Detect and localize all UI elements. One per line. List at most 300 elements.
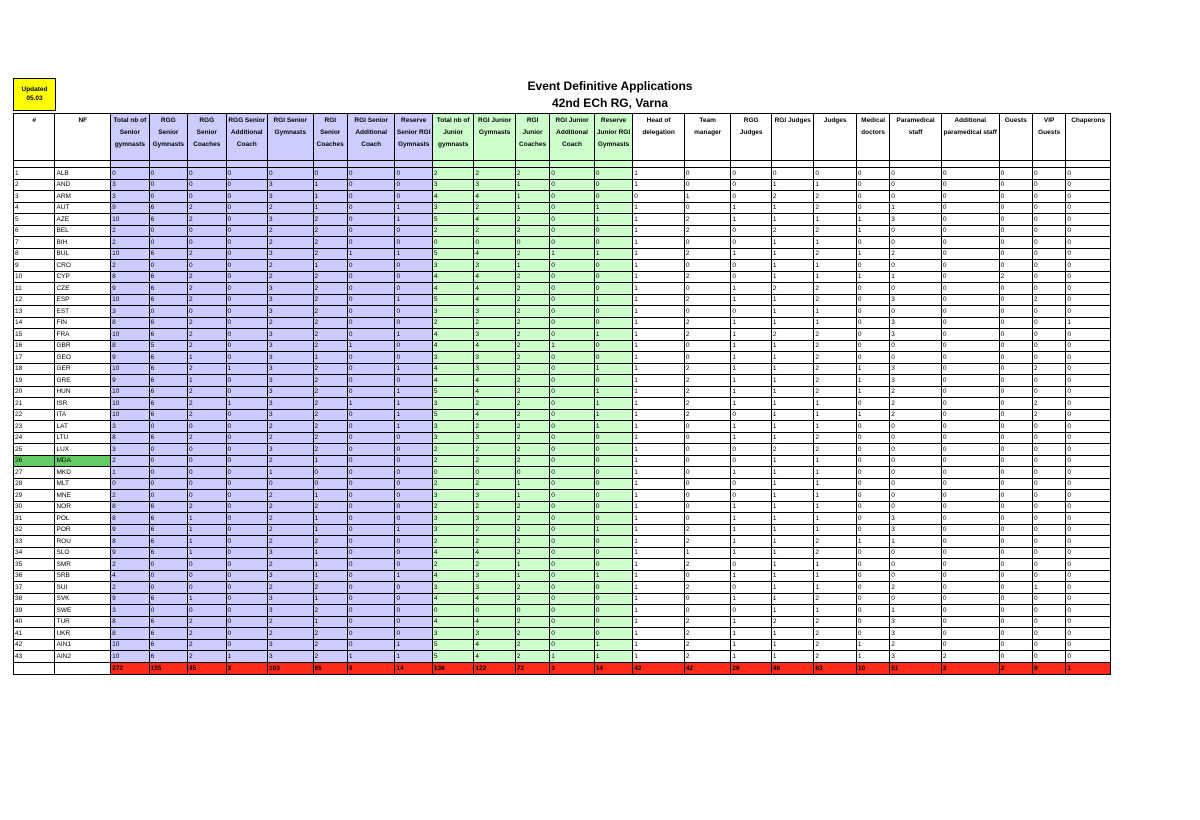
table-cell: 0 [474,237,515,249]
total-cell [14,662,55,674]
column-header: Medical doctors [856,114,889,161]
column-header: Paramedical staff [890,114,942,161]
table-cell: 17 [14,352,55,364]
table-cell: 1 [814,179,857,191]
table-cell: BEL [55,225,111,237]
table-row [14,283,1111,295]
table-cell: 0 [856,570,889,582]
table-cell: 2 [515,271,549,283]
table-cell: 0 [188,168,226,180]
table-cell: 2 [814,225,857,237]
table-cell: 0 [347,271,395,283]
table-cell: 0 [550,409,595,421]
total-cell: 72 [515,662,549,674]
table-cell: 10 [111,248,149,260]
table-cell: 1 [226,363,267,375]
table-cell: 1 [771,478,814,490]
table-cell: 0 [1066,375,1111,387]
table-cell: 0 [941,513,999,525]
table-cell: 1 [814,559,857,571]
table-cell: 0 [550,398,595,410]
table-cell: 2 [474,225,515,237]
table-cell [226,161,267,168]
table-cell: 0 [856,513,889,525]
table-cell: 0 [226,294,267,306]
table-cell: 0 [550,237,595,249]
table-cell: 0 [731,168,771,180]
table-cell: 0 [856,444,889,456]
table-cell: 0 [474,467,515,479]
table-cell: 0 [188,605,226,617]
table-cell: 0 [347,363,395,375]
table-cell: 0 [856,524,889,536]
table-row [14,582,1111,594]
table-cell: 2 [684,386,731,398]
table-cell: 1 [633,582,685,594]
table-cell: 0 [890,455,942,467]
table-cell: 0 [890,225,942,237]
table-cell: 1 [771,536,814,548]
table-cell: 1 [633,536,685,548]
table-cell: 1 [731,214,771,226]
table-cell: 15 [14,329,55,341]
table-cell: 0 [550,490,595,502]
table-cell: 1 [594,214,632,226]
table-cell: 14 [14,317,55,329]
table-cell: 4 [474,386,515,398]
table-cell: 0 [941,329,999,341]
table-cell: 1 [633,306,685,318]
table-cell: 0 [890,260,942,272]
table-cell: 1 [594,421,632,433]
table-cell: 3 [890,616,942,628]
table-cell: 0 [550,605,595,617]
table-cell: 0 [226,467,267,479]
table-cell: 0 [1066,628,1111,640]
table-cell: 0 [1032,283,1065,295]
table-cell: 0 [149,225,187,237]
table-cell: 0 [999,168,1032,180]
table-cell: 0 [149,455,187,467]
table-cell: 0 [684,421,731,433]
table-cell: 2 [474,444,515,456]
table-cell: 0 [1066,398,1111,410]
table-cell: 1 [814,605,857,617]
total-cell: 42 [633,662,685,674]
table-cell: 2 [313,444,347,456]
table-cell: 0 [999,639,1032,651]
table-cell: 1 [633,478,685,490]
table-cell: 1 [890,536,942,548]
table-cell: 0 [347,421,395,433]
table-cell: 26 [14,455,55,467]
table-cell: 0 [1032,237,1065,249]
table-cell: 0 [941,444,999,456]
table-cell: 0 [890,432,942,444]
table-cell: 37 [14,582,55,594]
table-cell: 0 [999,340,1032,352]
column-header: RGG Judges [731,114,771,161]
table-cell: 0 [395,306,432,318]
table-cell: 0 [684,490,731,502]
table-cell: 2 [313,317,347,329]
table-cell: 0 [347,524,395,536]
table-cell: 0 [550,375,595,387]
table-cell: 5 [149,340,187,352]
table-cell: 6 [149,202,187,214]
table-cell: 0 [188,559,226,571]
table-cell: GEO [55,352,111,364]
table-cell: 3 [267,248,313,260]
table-cell: 2 [515,455,549,467]
table-cell: 0 [226,501,267,513]
table-cell: 0 [999,432,1032,444]
table-cell: 5 [432,639,473,651]
table-cell: 3 [474,329,515,341]
table-cell: 1 [395,294,432,306]
table-cell: 2 [771,616,814,628]
table-cell: 0 [1032,547,1065,559]
table-cell: 19 [14,375,55,387]
table-cell: 0 [111,168,149,180]
table-cell: 0 [890,570,942,582]
table-cell: 0 [999,317,1032,329]
table-row [14,352,1111,364]
table-cell: 0 [941,398,999,410]
table-cell: 2 [474,202,515,214]
table-cell: 12 [14,294,55,306]
table-cell: 0 [941,386,999,398]
total-cell: 1 [1066,662,1111,674]
table-cell: 2 [111,490,149,502]
table-cell: MDA [55,455,111,467]
table-cell: 1 [633,409,685,421]
table-cell [188,161,226,168]
table-cell: 1 [633,467,685,479]
table-cell: 0 [347,168,395,180]
table-cell: 0 [684,432,731,444]
table-cell: 0 [890,547,942,559]
table-cell: 0 [594,375,632,387]
table-cell: 0 [1032,271,1065,283]
table-row [14,478,1111,490]
table-cell: 1 [771,455,814,467]
table-cell: 1 [890,202,942,214]
table-cell: 2 [515,214,549,226]
table-cell: 1 [814,260,857,272]
table-cell: 2 [684,329,731,341]
table-cell: 8 [111,340,149,352]
table-cell: 0 [999,478,1032,490]
table-cell: 0 [999,559,1032,571]
table-cell: 0 [856,179,889,191]
table-cell: 0 [941,478,999,490]
table-cell: 1 [731,283,771,295]
table-cell: 0 [999,628,1032,640]
table-cell: 18 [14,363,55,375]
table-cell: 2 [188,271,226,283]
table-cell: 1 [633,628,685,640]
table-cell: 0 [941,317,999,329]
table-cell: MLT [55,478,111,490]
table-cell: 2 [267,237,313,249]
table-cell: 0 [1032,651,1065,663]
table-cell: 0 [1032,605,1065,617]
table-cell: 0 [684,340,731,352]
table-cell: 1 [771,605,814,617]
table-cell: 3 [474,260,515,272]
table-cell: 0 [941,294,999,306]
table-cell: 1 [814,501,857,513]
table-cell: 1 [395,386,432,398]
table-cell: 3 [474,490,515,502]
table-cell: 6 [149,375,187,387]
table-cell [999,161,1032,168]
table-cell: 2 [515,444,549,456]
table-cell: 0 [890,467,942,479]
table-cell: BIH [55,237,111,249]
table-row [14,294,1111,306]
table-cell: 1 [731,628,771,640]
table-cell: 0 [347,490,395,502]
table-cell: 8 [111,432,149,444]
table-cell: 2 [111,559,149,571]
table-cell: 0 [1066,455,1111,467]
table-cell: 1 [814,570,857,582]
table-cell: 3 [267,444,313,456]
table-cell: 2 [313,409,347,421]
table-cell: 0 [226,478,267,490]
table-cell: 1 [188,593,226,605]
table-cell: 0 [226,559,267,571]
table-cell: 2 [1032,363,1065,375]
table-cell: 0 [347,501,395,513]
table-cell: 0 [999,444,1032,456]
total-cell: 48 [771,662,814,674]
table-cell: 1 [633,179,685,191]
table-cell: 0 [347,237,395,249]
table-cell [731,161,771,168]
table-cell: 3 [432,421,473,433]
table-cell: 2 [771,283,814,295]
spacer-row [14,161,1111,168]
table-cell: 0 [999,409,1032,421]
table-cell: 3 [267,340,313,352]
table-cell: 2 [814,547,857,559]
table-cell: 0 [550,283,595,295]
table-cell: 2 [684,375,731,387]
table-cell: 1 [313,490,347,502]
table-cell: 0 [999,329,1032,341]
table-cell [890,161,942,168]
table-cell: 0 [550,317,595,329]
table-cell: 3 [890,513,942,525]
table-cell: 2 [267,260,313,272]
table-cell: SVK [55,593,111,605]
table-cell: 2 [267,421,313,433]
table-cell: SLO [55,547,111,559]
table-cell: 16 [14,340,55,352]
table-cell: 0 [188,455,226,467]
table-cell: 2 [814,248,857,260]
table-cell: 1 [856,639,889,651]
table-cell: 1 [633,421,685,433]
table-cell: 0 [550,616,595,628]
table-cell: 0 [395,432,432,444]
table-cell: 0 [999,536,1032,548]
table-cell: 1 [226,651,267,663]
table-cell: 0 [941,352,999,364]
table-cell: 0 [188,191,226,203]
table-cell: 0 [226,248,267,260]
table-cell: 8 [111,616,149,628]
table-cell: 0 [941,536,999,548]
table-cell: 1 [594,398,632,410]
table-cell: 1 [313,352,347,364]
table-cell: 1 [731,593,771,605]
table-cell: 0 [890,179,942,191]
table-cell: 10 [111,398,149,410]
table-cell: 0 [1032,317,1065,329]
table-cell: 1 [731,352,771,364]
table-cell: 9 [111,202,149,214]
table-cell: 1 [771,352,814,364]
table-cell: 0 [550,455,595,467]
table-cell: 1 [188,536,226,548]
table-row [14,271,1111,283]
table-cell: 2 [432,501,473,513]
table-cell: 0 [550,214,595,226]
table-cell: 0 [432,237,473,249]
table-cell: 2 [684,651,731,663]
table-cell: 1 [313,179,347,191]
table-cell: 2 [188,329,226,341]
table-cell: 0 [941,501,999,513]
table-cell: 2 [313,306,347,318]
table-cell: 2 [684,409,731,421]
table-cell: 0 [395,225,432,237]
total-cell: 51 [890,662,942,674]
table-row [14,248,1111,260]
table-row [14,570,1111,582]
table-cell: 1 [771,467,814,479]
table-cell: 2 [313,375,347,387]
table-cell: 0 [1066,478,1111,490]
table-cell: 0 [550,363,595,375]
table-cell: 2 [1032,409,1065,421]
table-cell: 2 [474,478,515,490]
table-cell: 1 [395,214,432,226]
table-cell: 0 [188,260,226,272]
table-cell: 2 [474,317,515,329]
table-cell: 3 [267,306,313,318]
table-cell: 0 [890,593,942,605]
table-cell: 0 [395,593,432,605]
table-cell: CRO [55,260,111,272]
table-cell: 0 [347,294,395,306]
table-cell: 0 [999,179,1032,191]
table-cell: 23 [14,421,55,433]
table-cell: 0 [594,283,632,295]
table-cell: 1 [633,570,685,582]
table-row [14,559,1111,571]
table-cell: 0 [188,225,226,237]
table-cell: 4 [474,248,515,260]
table-cell: 1 [594,651,632,663]
table-cell: 3 [267,409,313,421]
table-cell: 1 [633,214,685,226]
table-cell: 1 [395,421,432,433]
table-cell: 1 [633,651,685,663]
table-cell: 1 [771,593,814,605]
table-cell: 0 [684,352,731,364]
table-cell: 0 [395,340,432,352]
table-cell: 1 [188,547,226,559]
table-cell: 1 [395,248,432,260]
table-cell: 0 [347,409,395,421]
table-cell: 0 [684,179,731,191]
table-cell: 0 [395,478,432,490]
table-cell: 8 [111,271,149,283]
total-cell: 9 [1032,662,1065,674]
table-cell: 2 [267,225,313,237]
table-cell: 29 [14,490,55,502]
table-cell: 10 [111,214,149,226]
table-cell: 4 [432,547,473,559]
table-cell: 2 [814,432,857,444]
table-cell: 4 [432,616,473,628]
table-cell: 0 [550,202,595,214]
table-cell: 2 [188,317,226,329]
table-cell: 1 [313,547,347,559]
table-cell: 2 [313,421,347,433]
table-cell: POR [55,524,111,536]
table-cell: 0 [941,559,999,571]
table-cell: 0 [226,490,267,502]
totals-row [14,662,1111,674]
table-cell: 0 [1066,191,1111,203]
total-cell: 45 [188,662,226,674]
table-cell: 0 [1032,524,1065,536]
table-cell: 1 [313,570,347,582]
table-cell: 0 [1032,386,1065,398]
table-cell: 25 [14,444,55,456]
table-cell: 1 [267,467,313,479]
table-cell: 1 [633,524,685,536]
table-cell: 0 [594,444,632,456]
table-row [14,375,1111,387]
table-cell: 2 [313,605,347,617]
table-cell: 0 [550,536,595,548]
table-cell: 2 [188,340,226,352]
table-cell: 1 [771,582,814,594]
table-cell: 0 [1066,248,1111,260]
table-cell: ARM [55,191,111,203]
table-cell: 0 [226,202,267,214]
badge-line-1: Updated [21,86,48,93]
table-cell: 0 [347,352,395,364]
table-cell: 4 [474,547,515,559]
table-cell: 0 [999,398,1032,410]
table-cell: 4 [474,283,515,295]
total-cell: 63 [814,662,857,674]
table-cell: 2 [684,317,731,329]
table-cell: 1 [226,398,267,410]
table-cell: 2 [474,524,515,536]
table-row [14,490,1111,502]
table-cell: 0 [999,582,1032,594]
table-cell: 0 [1032,467,1065,479]
